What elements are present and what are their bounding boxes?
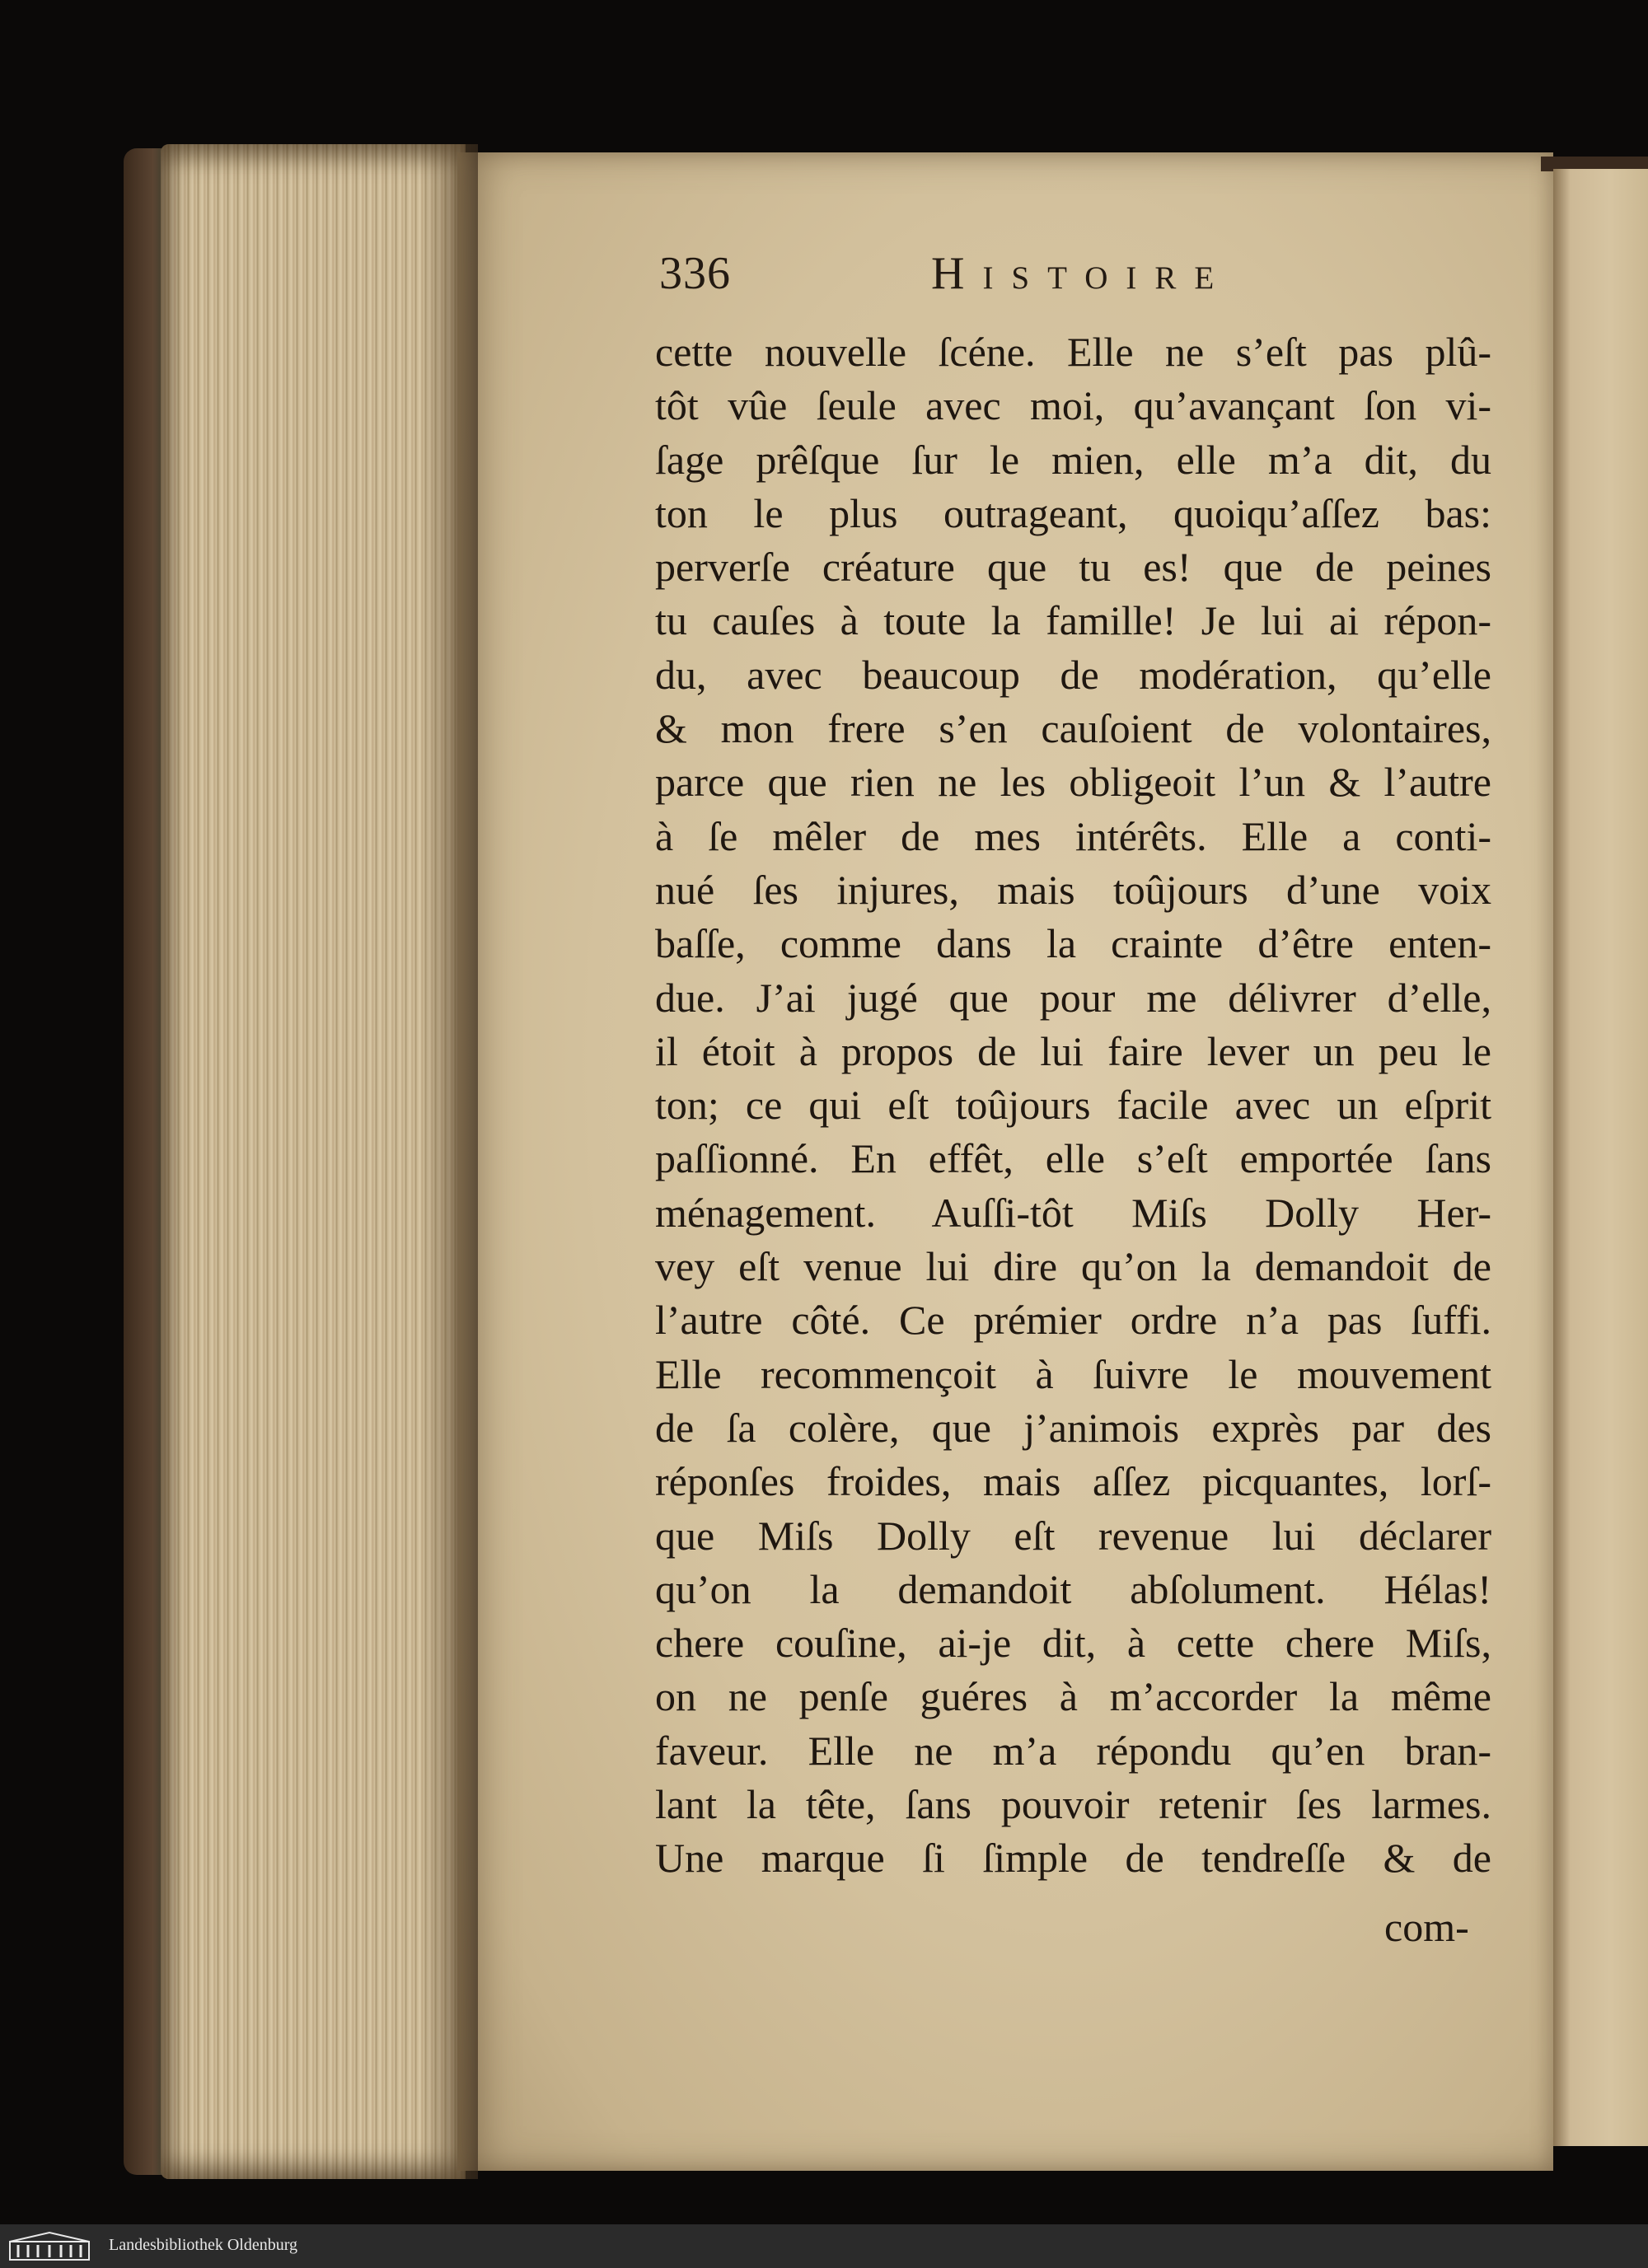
text-line: paſſionné. En effêt, elle s’eſt emportée ſans <box>655 1135 1491 1182</box>
text-line: ton; ce qui eſt toûjours facile avec un eſprit <box>655 1082 1491 1129</box>
text-line: tôt vûe ſeule avec moi, qu’avançant ſon vi- <box>655 382 1491 429</box>
text-line: Elle recommençoit à ſuivre le mouvement <box>655 1350 1491 1397</box>
text-line: de ſa colère, que j’animois exprès par des <box>655 1404 1491 1451</box>
text-line: à ſe mêler de mes intérêts. Elle a conti- <box>655 812 1491 859</box>
text-line: chere couſine, ai-je dit, à cette chere Miſs, <box>655 1620 1491 1667</box>
text-line: qu’on la demandoit abſolument. Hélas! <box>655 1565 1491 1612</box>
text-line: lant la tête, ſans pouvoir retenir ſes larmes. <box>655 1781 1491 1828</box>
text-line: ton le plus outrageant, quoiqu’aſſez bas: <box>655 489 1491 536</box>
text-line: ménagement. Auſſi-tôt Miſs Dolly Her- <box>655 1189 1491 1236</box>
text-line: & mon frere s’en cauſoient de volontaires, <box>655 705 1491 752</box>
text-line: l’autre côté. Ce prémier ordre n’a pas ſuffi. <box>655 1297 1491 1344</box>
text-line: vey eſt venue lui dire qu’on la demandoit de <box>655 1243 1491 1290</box>
library-building-icon <box>8 2230 91 2263</box>
page-gutter <box>420 144 478 2179</box>
text-line: due. J’ai jugé que pour me délivrer d’elle, <box>655 974 1491 1021</box>
text-line: réponſes froides, mais aſſez picquantes, lorſ- <box>655 1458 1491 1505</box>
footer-bar <box>0 2224 1648 2268</box>
text-line: ſage prêſque ſur le mien, elle m’a dit, du <box>655 436 1491 483</box>
facing-page-sliver <box>1553 169 1648 2146</box>
text-line: parce que rien ne les obligeoit l’un & l’autre <box>655 759 1491 806</box>
body-text <box>655 325 1491 1886</box>
text-line: tu cauſes à toute la famille! Je lui ai répon- <box>655 597 1491 644</box>
running-title: Histoire <box>931 248 1233 299</box>
text-line: faveur. Elle ne m’a répondu qu’en bran- <box>655 1727 1491 1774</box>
page-number: 336 <box>659 248 731 299</box>
text-line: on ne penſe guéres à m’accorder la même <box>655 1673 1491 1720</box>
text-line: nué ſes injures, mais toûjours d’une voix <box>655 866 1491 913</box>
text-line: baſſe, comme dans la crainte d’être enten- <box>655 920 1491 967</box>
text-line: cette nouvelle ſcéne. Elle ne s’eſt pas plû- <box>655 329 1491 375</box>
text-line: que Miſs Dolly eſt revenue lui déclarer <box>655 1512 1491 1559</box>
text-line: il étoit à propos de lui faire lever un peu le <box>655 1027 1491 1074</box>
library-name: Landesbibliothek Oldenburg <box>109 2236 298 2254</box>
running-head <box>659 247 1524 313</box>
text-line: Une marque ſi ſimple de tendreſſe & de <box>655 1835 1491 1882</box>
text-line: perverſe créature que tu es! que de peines <box>655 544 1491 591</box>
catchword: com- <box>1384 1904 1469 1950</box>
text-line: du, avec beaucoup de modération, qu’elle <box>655 651 1491 698</box>
